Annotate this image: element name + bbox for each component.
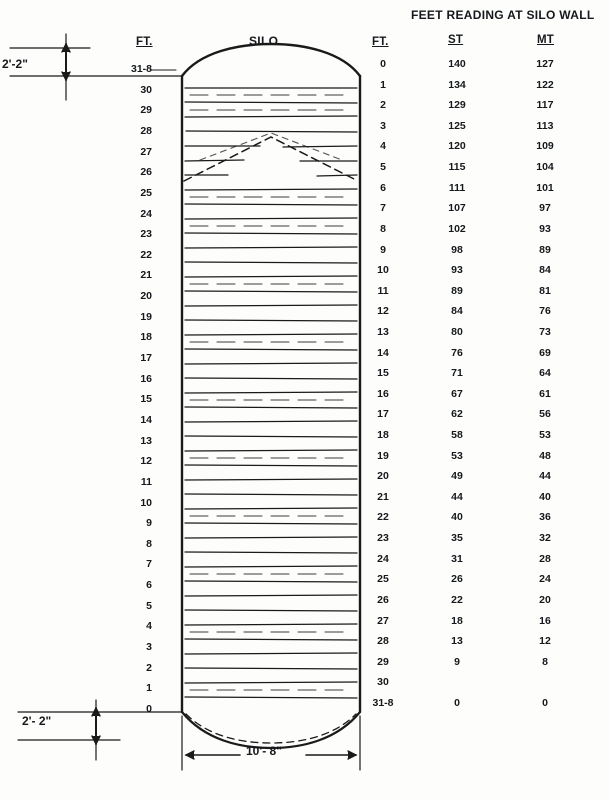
cell-mt: 122 xyxy=(536,78,554,91)
left-scale-mark: 22 xyxy=(140,248,152,261)
cell-ft: 1 xyxy=(380,78,386,91)
cell-ft: 3 xyxy=(380,119,386,132)
cell-st: 40 xyxy=(451,511,463,524)
left-scale-mark: 31-8 xyxy=(130,63,152,75)
cell-mt: 113 xyxy=(536,119,554,132)
cell-st: 76 xyxy=(451,346,463,359)
cell-ft: 14 xyxy=(377,346,389,359)
cell-st: 107 xyxy=(448,202,466,215)
cell-st: 98 xyxy=(451,243,463,256)
cell-st: 0 xyxy=(454,697,460,709)
cell-mt: 8 xyxy=(542,655,548,668)
left-scale-mark: 0 xyxy=(146,703,152,715)
cell-ft: 29 xyxy=(377,655,389,668)
cell-ft: 22 xyxy=(377,511,389,524)
left-scale-mark: 7 xyxy=(146,558,152,571)
cell-mt: 84 xyxy=(539,264,551,277)
left-scale-mark: 24 xyxy=(140,207,152,220)
cell-st: 26 xyxy=(451,573,463,586)
cell-mt: 73 xyxy=(539,325,551,338)
cell-mt: 76 xyxy=(539,305,551,318)
cell-mt: 32 xyxy=(539,532,551,545)
left-scale-mark: 6 xyxy=(146,579,152,592)
cell-st: 71 xyxy=(451,367,463,380)
left-scale-mark: 8 xyxy=(146,537,152,550)
cell-ft: 30 xyxy=(377,676,389,689)
cell-st: 18 xyxy=(451,614,463,627)
cell-mt: 44 xyxy=(539,470,551,483)
left-scale-mark: 20 xyxy=(140,290,152,303)
cell-st: 102 xyxy=(448,222,466,235)
left-scale-mark: 21 xyxy=(140,269,152,282)
left-scale-mark: 29 xyxy=(140,104,152,117)
left-scale-mark: 13 xyxy=(140,434,152,447)
table-header-ft: FT. xyxy=(372,36,389,48)
cell-st: 129 xyxy=(448,99,466,112)
cell-mt: 0 xyxy=(542,697,548,709)
dimension-top-left: 2'-2" xyxy=(2,57,28,71)
table-header-mt: MT xyxy=(537,34,555,46)
cell-mt: 56 xyxy=(539,408,551,421)
left-scale-header: FT. xyxy=(136,36,153,48)
cell-ft: 26 xyxy=(377,593,389,606)
cell-st: 125 xyxy=(448,119,466,132)
left-scale-mark: 17 xyxy=(140,352,152,365)
cell-ft: 11 xyxy=(377,284,389,297)
left-scale-mark: 9 xyxy=(146,517,152,530)
cell-mt: 12 xyxy=(539,635,551,648)
cell-mt: 61 xyxy=(539,387,551,400)
cell-st: 31 xyxy=(451,552,463,565)
cell-mt: 89 xyxy=(539,243,551,256)
left-scale-mark: 10 xyxy=(140,496,152,509)
cell-ft: 28 xyxy=(377,635,389,648)
cell-ft: 17 xyxy=(377,408,389,421)
cell-ft: 18 xyxy=(377,429,389,442)
cell-ft: 5 xyxy=(380,161,386,174)
dimension-width: 10'- 8" xyxy=(246,744,282,758)
left-scale-mark: 5 xyxy=(146,599,152,612)
cell-ft: 15 xyxy=(377,367,389,380)
cell-st: 35 xyxy=(451,532,463,545)
cell-ft: 10 xyxy=(377,264,389,277)
cell-st: 9 xyxy=(454,655,460,668)
cell-mt: 101 xyxy=(536,181,554,194)
left-scale-mark: 30 xyxy=(140,83,152,96)
cell-mt: 69 xyxy=(539,346,551,359)
cell-st: 93 xyxy=(451,264,463,277)
cell-mt: 28 xyxy=(539,552,551,565)
cell-mt: 53 xyxy=(539,429,551,442)
dimension-bottom-left: 2'- 2" xyxy=(22,714,52,728)
cell-st: 134 xyxy=(448,78,466,91)
cell-st: 89 xyxy=(451,284,463,297)
left-scale-mark: 14 xyxy=(140,413,152,426)
cell-ft: 19 xyxy=(377,449,389,462)
cell-mt: 40 xyxy=(539,490,551,503)
cell-st: 67 xyxy=(451,387,463,400)
cell-mt: 20 xyxy=(539,593,551,606)
left-scale-mark: 28 xyxy=(140,124,152,137)
cell-mt: 109 xyxy=(536,140,554,153)
cell-ft: 20 xyxy=(377,470,389,483)
cell-mt: 36 xyxy=(539,511,551,524)
cell-st: 58 xyxy=(451,429,463,442)
cell-st: 84 xyxy=(451,305,463,318)
left-scale-mark: 18 xyxy=(140,331,152,344)
cell-ft: 2 xyxy=(380,99,386,112)
cell-ft: 13 xyxy=(377,325,389,338)
cell-st: 49 xyxy=(451,470,463,483)
cell-mt: 104 xyxy=(536,161,554,174)
cell-mt: 117 xyxy=(536,99,554,112)
left-scale-mark: 25 xyxy=(140,186,152,199)
cell-st: 115 xyxy=(448,161,466,174)
left-scale-mark: 27 xyxy=(140,145,152,158)
cell-ft: 16 xyxy=(377,387,389,400)
cell-ft: 25 xyxy=(377,573,389,586)
cell-mt: 48 xyxy=(539,449,551,462)
cell-ft: 31-8 xyxy=(372,697,394,709)
cell-st: 120 xyxy=(448,140,466,153)
cell-st: 111 xyxy=(448,181,466,194)
cell-st: 44 xyxy=(451,490,463,503)
silo-label: SILO xyxy=(249,34,279,48)
left-scale-mark: 19 xyxy=(140,310,152,323)
cell-st: 140 xyxy=(448,58,466,70)
left-scale-mark: 11 xyxy=(140,475,152,488)
cell-st: 22 xyxy=(451,593,463,606)
cell-mt: 97 xyxy=(539,202,551,215)
left-scale-mark: 3 xyxy=(146,641,152,654)
left-scale-mark: 16 xyxy=(140,372,152,385)
cell-ft: 21 xyxy=(377,490,389,503)
cell-ft: 27 xyxy=(377,614,389,627)
cell-ft: 0 xyxy=(380,58,386,70)
cell-mt: 93 xyxy=(539,222,551,235)
cell-ft: 8 xyxy=(380,222,386,235)
cell-st: 13 xyxy=(451,635,463,648)
cell-ft: 9 xyxy=(380,243,386,256)
cell-mt: 127 xyxy=(536,58,554,70)
cell-st: 62 xyxy=(451,408,463,421)
cell-ft: 23 xyxy=(377,532,389,545)
cell-mt: 81 xyxy=(539,284,551,297)
left-scale-mark: 26 xyxy=(140,166,152,179)
left-scale-mark: 4 xyxy=(146,620,152,633)
left-scale-mark: 15 xyxy=(140,393,152,406)
table-header-st: ST xyxy=(448,34,464,46)
left-scale-mark: 2 xyxy=(146,661,152,674)
cell-st: 53 xyxy=(451,449,463,462)
cell-st: 80 xyxy=(451,325,463,338)
cell-mt: 24 xyxy=(539,573,551,586)
left-scale-mark: 12 xyxy=(140,455,152,468)
cell-ft: 7 xyxy=(380,202,386,215)
left-scale-mark: 1 xyxy=(146,682,152,695)
cell-ft: 4 xyxy=(380,140,386,153)
cell-mt: 64 xyxy=(539,367,551,380)
cell-mt: 16 xyxy=(539,614,551,627)
cell-ft: 12 xyxy=(377,305,389,318)
page-title: FEET READING AT SILO WALL xyxy=(411,8,595,22)
cell-ft: 24 xyxy=(377,552,389,565)
left-scale-mark: 23 xyxy=(140,228,152,241)
cell-ft: 6 xyxy=(380,181,386,194)
